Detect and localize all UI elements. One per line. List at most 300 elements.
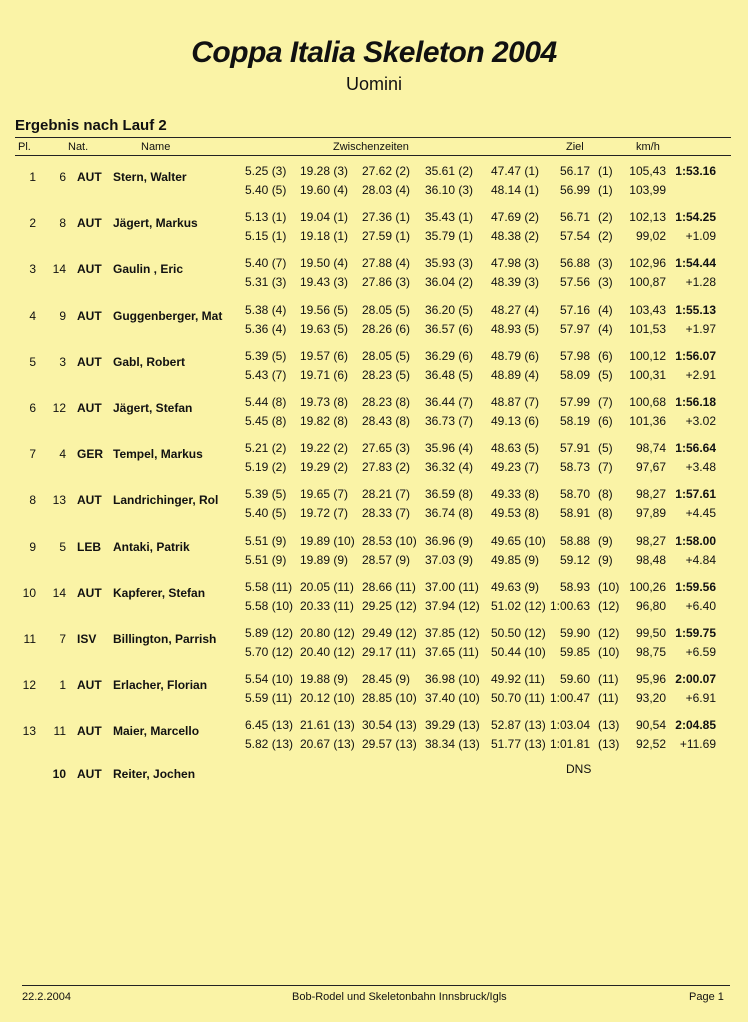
bib-number: 9 — [59, 308, 66, 323]
nation: AUT — [77, 493, 102, 508]
split-time: 5.13 (1) — [245, 210, 287, 225]
total-time: 1:54.44 — [675, 256, 716, 271]
split-time: 19.60 (4) — [300, 183, 349, 197]
split-time: 35.93 (3) — [425, 256, 474, 271]
split-time: 5.39 (5) — [245, 348, 287, 363]
split-time: 37.65 (11) — [425, 645, 479, 659]
finish-rank: (6) — [598, 348, 613, 363]
split-time: 47.69 (2) — [491, 210, 540, 225]
split-time: 20.67 (13) — [300, 737, 355, 752]
finish-rank: (1) — [598, 164, 613, 178]
split-time: 28.26 (6) — [362, 321, 411, 336]
nation: AUT — [77, 170, 102, 184]
finish-time: 1:03.04 — [549, 718, 590, 733]
speed: 100,12 — [629, 348, 666, 363]
total-time: 1:56.07 — [675, 348, 716, 363]
total-time: 1:58.00 — [675, 533, 716, 548]
speed: 103,43 — [629, 302, 666, 317]
place: 12 — [22, 678, 36, 693]
split-time: 20.80 (12) — [300, 626, 355, 640]
split-time: 49.85 (9) — [491, 552, 540, 567]
split-time: 36.32 (4) — [425, 460, 474, 475]
split-time: 5.40 (7) — [245, 256, 287, 271]
bib-number: 3 — [59, 354, 66, 369]
split-time: 19.50 (4) — [300, 256, 349, 271]
total-time: 2:04.85 — [675, 718, 716, 733]
place: 11 — [23, 632, 36, 646]
speed: 98,74 — [635, 441, 666, 456]
finish-rank: (7) — [598, 395, 613, 409]
speed: 103,99 — [629, 183, 666, 197]
speed: 100,68 — [629, 395, 666, 409]
split-time: 5.43 (7) — [245, 367, 287, 382]
split-time: 5.70 (12) — [245, 645, 294, 659]
split-time: 28.43 (8) — [362, 414, 411, 428]
document-title: Coppa Italia Skeleton 2004 — [191, 36, 557, 69]
split-time: 5.51 (9) — [245, 552, 287, 567]
time-behind: +11.69 — [679, 737, 716, 752]
athlete-name: Billington, Parrish — [113, 632, 217, 646]
header-name: Name — [141, 141, 171, 153]
footer-date: 22.2.2004 — [22, 991, 71, 1003]
split-time: 27.88 (4) — [362, 256, 411, 271]
split-time: 47.47 (1) — [491, 164, 540, 178]
split-time: 27.86 (3) — [362, 275, 411, 290]
header-pl: Pl. — [18, 141, 31, 153]
split-time: 28.23 (8) — [362, 395, 411, 409]
finish-rank: (12) — [598, 598, 620, 613]
nation: AUT — [77, 354, 102, 369]
split-time: 50.70 (11) — [491, 691, 545, 706]
split-time: 48.39 (3) — [491, 275, 540, 290]
header-rule-top — [15, 137, 731, 138]
split-time: 30.54 (13) — [362, 718, 417, 733]
split-time: 28.66 (11) — [362, 579, 416, 594]
split-time: 28.21 (7) — [362, 487, 411, 502]
finish-rank: (3) — [598, 275, 613, 290]
split-time: 21.61 (13) — [300, 718, 355, 733]
time-behind: +3.48 — [685, 460, 716, 475]
finish-rank: (10) — [598, 579, 620, 594]
finish-time: 58.09 — [559, 367, 590, 382]
speed: 96,80 — [635, 598, 666, 613]
split-time: 36.96 (9) — [425, 533, 474, 548]
bib-number: 5 — [59, 539, 66, 554]
split-time: 48.79 (6) — [491, 348, 540, 363]
athlete-name: Antaki, Patrik — [113, 539, 190, 554]
split-time: 19.65 (7) — [300, 487, 349, 502]
dns-name: Reiter, Jochen — [113, 767, 196, 781]
place: 7 — [29, 447, 36, 462]
finish-time: 58.19 — [559, 414, 590, 428]
speed: 97,89 — [635, 506, 666, 521]
place: 5 — [29, 354, 36, 369]
split-time: 36.29 (6) — [425, 348, 474, 363]
place: 10 — [22, 585, 36, 600]
split-time: 5.39 (5) — [245, 487, 287, 502]
place: 1 — [29, 170, 36, 184]
split-time: 19.04 (1) — [300, 210, 349, 225]
split-time: 6.45 (13) — [245, 718, 294, 733]
header-nat: Nat. — [68, 141, 89, 153]
athlete-name: Gaulin , Eric — [113, 262, 184, 277]
split-time: 28.23 (5) — [362, 367, 411, 382]
finish-time: 58.73 — [559, 460, 590, 475]
header-splits: Zwischenzeiten — [333, 141, 409, 153]
speed: 101,53 — [629, 321, 666, 336]
finish-rank: (2) — [598, 229, 613, 244]
finish-rank: (13) — [598, 718, 620, 733]
place: 6 — [29, 401, 36, 415]
finish-time: 56.71 — [559, 210, 590, 225]
finish-time: 57.91 — [559, 441, 590, 456]
split-time: 50.50 (12) — [491, 626, 546, 640]
split-time: 36.44 (7) — [425, 395, 474, 409]
split-time: 51.77 (13) — [491, 737, 546, 752]
split-time: 19.29 (2) — [300, 460, 349, 475]
finish-rank: (11) — [598, 691, 619, 706]
nation: AUT — [77, 308, 102, 323]
time-behind: +6.59 — [685, 645, 716, 659]
split-time: 5.58 (10) — [245, 598, 294, 613]
place: 4 — [29, 308, 36, 323]
split-time: 20.05 (11) — [300, 579, 354, 594]
dns-nation: AUT — [77, 767, 102, 781]
time-behind: +6.91 — [685, 691, 716, 706]
finish-time: 1:00.47 — [549, 691, 590, 706]
total-time: 2:00.07 — [675, 672, 716, 687]
split-time: 19.57 (6) — [300, 348, 349, 363]
athlete-name: Jägert, Stefan — [113, 401, 193, 415]
split-time: 49.65 (10) — [491, 533, 546, 548]
split-time: 50.44 (10) — [491, 645, 546, 659]
finish-time: 58.88 — [559, 533, 590, 548]
document-subtitle: Uomini — [345, 74, 402, 94]
split-time: 35.96 (4) — [425, 441, 474, 456]
finish-rank: (5) — [598, 441, 613, 456]
speed: 98,27 — [635, 487, 666, 502]
finish-rank: (12) — [598, 626, 620, 640]
split-time: 51.02 (12) — [491, 598, 546, 613]
time-behind: +6.40 — [685, 598, 716, 613]
split-time: 20.40 (12) — [300, 645, 355, 659]
split-time: 48.38 (2) — [491, 229, 540, 244]
split-time: 5.21 (2) — [245, 441, 287, 456]
split-time: 48.14 (1) — [491, 183, 540, 197]
header-rule-bottom — [15, 155, 731, 156]
split-time: 5.51 (9) — [245, 533, 287, 548]
speed: 100,26 — [629, 579, 666, 594]
split-time: 28.05 (5) — [362, 348, 411, 363]
split-time: 36.57 (6) — [425, 321, 474, 336]
finish-time: 56.99 — [559, 183, 590, 197]
place: 8 — [29, 493, 36, 508]
finish-rank: (10) — [598, 645, 620, 659]
nation: AUT — [77, 724, 102, 739]
split-time: 5.58 (11) — [245, 579, 293, 594]
split-time: 5.19 (2) — [245, 460, 287, 475]
finish-time: 57.99 — [559, 395, 590, 409]
speed: 105,43 — [629, 164, 666, 178]
finish-time: 56.88 — [559, 256, 590, 271]
split-time: 19.72 (7) — [300, 506, 349, 521]
finish-time: 59.12 — [559, 552, 590, 567]
speed: 92,52 — [635, 737, 666, 752]
place: 9 — [29, 539, 36, 554]
speed: 102,13 — [629, 210, 666, 225]
split-time: 36.10 (3) — [425, 183, 474, 197]
nation: AUT — [77, 585, 102, 600]
split-time: 19.43 (3) — [300, 275, 349, 290]
athlete-name: Guggenberger, Mat — [113, 308, 223, 323]
split-time: 19.89 (9) — [300, 552, 349, 567]
place: 13 — [22, 724, 36, 739]
time-behind: +4.45 — [685, 506, 716, 521]
split-time: 27.83 (2) — [362, 460, 411, 475]
split-time: 27.62 (2) — [362, 164, 411, 178]
finish-time: 1:00.63 — [549, 598, 590, 613]
finish-time: 59.60 — [559, 672, 590, 687]
total-time: 1:59.75 — [675, 626, 716, 640]
nation: LEB — [77, 539, 101, 554]
split-time: 5.59 (11) — [245, 691, 293, 706]
athlete-name: Tempel, Markus — [113, 447, 203, 462]
split-time: 5.38 (4) — [245, 302, 287, 317]
time-behind: +3.02 — [685, 414, 716, 428]
finish-time: 57.98 — [559, 348, 590, 363]
finish-time: 59.90 — [559, 626, 590, 640]
split-time: 27.36 (1) — [362, 210, 411, 225]
speed: 90,54 — [635, 718, 666, 733]
split-time: 5.40 (5) — [245, 183, 287, 197]
split-time: 5.31 (3) — [245, 275, 287, 290]
finish-rank: (6) — [598, 414, 613, 428]
split-time: 35.61 (2) — [425, 164, 474, 178]
split-time: 28.45 (9) — [362, 672, 411, 687]
nation: AUT — [77, 216, 102, 231]
split-time: 29.49 (12) — [362, 626, 417, 640]
speed: 99,02 — [635, 229, 666, 244]
split-time: 35.43 (1) — [425, 210, 474, 225]
split-time: 37.00 (11) — [425, 579, 479, 594]
speed: 100,87 — [629, 275, 666, 290]
split-time: 20.33 (11) — [300, 598, 354, 613]
split-time: 38.34 (13) — [425, 737, 480, 752]
place: 2 — [29, 216, 36, 231]
split-time: 19.82 (8) — [300, 414, 349, 428]
split-time: 48.27 (4) — [491, 302, 540, 317]
split-time: 5.45 (8) — [245, 414, 287, 428]
split-time: 27.65 (3) — [362, 441, 411, 456]
split-time: 19.63 (5) — [300, 321, 349, 336]
finish-time: 57.54 — [559, 229, 590, 244]
bib-number: 14 — [52, 585, 66, 600]
split-time: 28.05 (5) — [362, 302, 411, 317]
bib-number: 4 — [59, 447, 66, 462]
speed: 98,75 — [635, 645, 666, 659]
split-time: 49.53 (8) — [491, 506, 540, 521]
finish-rank: (9) — [598, 552, 613, 567]
speed: 99,50 — [635, 626, 666, 640]
dns-status: DNS — [566, 762, 592, 776]
footer-venue: Bob-Rodel und Skeletonbahn Innsbruck/Igls — [292, 991, 507, 1003]
header-finish: Ziel — [566, 141, 584, 153]
finish-time: 57.56 — [559, 275, 590, 290]
total-time: 1:57.61 — [675, 487, 716, 502]
split-time: 19.73 (8) — [300, 395, 349, 409]
finish-rank: (13) — [598, 737, 620, 752]
split-time: 36.73 (7) — [425, 414, 474, 428]
split-time: 52.87 (13) — [491, 718, 546, 733]
bib-number: 14 — [52, 262, 66, 277]
split-time: 47.98 (3) — [491, 256, 540, 271]
nation: ISV — [77, 632, 97, 646]
split-time: 5.54 (10) — [245, 672, 294, 687]
split-time: 49.13 (6) — [491, 414, 540, 428]
split-time: 37.03 (9) — [425, 552, 474, 567]
split-time: 19.56 (5) — [300, 302, 349, 317]
finish-rank: (2) — [598, 210, 613, 225]
finish-time: 57.16 — [559, 302, 590, 317]
nation: AUT — [77, 678, 102, 693]
place: 3 — [29, 262, 36, 277]
split-time: 28.53 (10) — [362, 533, 417, 548]
split-time: 19.88 (9) — [300, 672, 349, 687]
split-time: 19.89 (10) — [300, 533, 355, 548]
split-time: 49.92 (11) — [491, 672, 545, 687]
split-time: 27.59 (1) — [362, 229, 411, 244]
athlete-name: Jägert, Markus — [113, 216, 198, 231]
total-time: 1:59.56 — [675, 579, 716, 594]
split-time: 37.85 (12) — [425, 626, 480, 640]
split-time: 49.63 (9) — [491, 579, 540, 594]
nation: AUT — [77, 262, 102, 277]
split-time: 5.25 (3) — [245, 164, 287, 178]
athlete-name: Erlacher, Florian — [113, 678, 208, 693]
split-time: 29.17 (11) — [362, 645, 416, 659]
time-behind: +4.84 — [685, 552, 716, 567]
finish-time: 58.91 — [559, 506, 590, 521]
athlete-name: Maier, Marcello — [113, 724, 200, 739]
finish-rank: (9) — [598, 533, 613, 548]
split-time: 20.12 (10) — [300, 691, 355, 706]
split-time: 29.25 (12) — [362, 598, 417, 613]
split-time: 48.89 (4) — [491, 367, 540, 382]
finish-rank: (5) — [598, 367, 613, 382]
finish-time: 56.17 — [559, 164, 590, 178]
split-time: 49.33 (8) — [491, 487, 540, 502]
footer-page: Page 1 — [689, 991, 724, 1003]
split-time: 28.57 (9) — [362, 552, 411, 567]
total-time: 1:53.16 — [675, 164, 716, 178]
bib-number: 7 — [59, 632, 66, 646]
split-time: 5.15 (1) — [245, 229, 287, 244]
split-time: 19.71 (6) — [300, 367, 349, 382]
speed: 102,96 — [629, 256, 666, 271]
athlete-name: Gabl, Robert — [113, 354, 186, 369]
athlete-name: Landrichinger, Rol — [113, 493, 219, 508]
split-time: 36.20 (5) — [425, 302, 474, 317]
finish-rank: (4) — [598, 302, 613, 317]
split-time: 5.44 (8) — [245, 395, 287, 409]
split-time: 19.18 (1) — [300, 229, 349, 244]
finish-time: 58.93 — [559, 579, 590, 594]
split-time: 28.33 (7) — [362, 506, 411, 521]
time-behind: +1.28 — [685, 275, 716, 290]
speed: 95,96 — [635, 672, 666, 687]
split-time: 35.79 (1) — [425, 229, 474, 244]
split-time: 28.85 (10) — [362, 691, 417, 706]
finish-time: 57.97 — [559, 321, 590, 336]
bib-number: 12 — [52, 401, 66, 415]
split-time: 37.94 (12) — [425, 598, 480, 613]
finish-rank: (7) — [598, 460, 613, 475]
section-heading: Ergebnis nach Lauf 2 — [15, 117, 167, 134]
bib-number: 6 — [59, 170, 66, 184]
finish-time: 59.85 — [559, 645, 590, 659]
split-time: 36.04 (2) — [425, 275, 474, 290]
speed: 93,20 — [635, 691, 666, 706]
split-time: 29.57 (13) — [362, 737, 417, 752]
bib-number: 11 — [53, 724, 66, 739]
finish-rank: (3) — [598, 256, 613, 271]
athlete-name: Kapferer, Stefan — [113, 585, 206, 600]
dns-bib: 10 — [52, 767, 66, 781]
split-time: 19.22 (2) — [300, 441, 349, 456]
split-time: 49.23 (7) — [491, 460, 540, 475]
time-behind: +2.91 — [685, 367, 716, 382]
total-time: 1:56.64 — [675, 441, 716, 456]
speed: 100,31 — [629, 367, 666, 382]
split-time: 36.74 (8) — [425, 506, 474, 521]
finish-rank: (8) — [598, 487, 613, 502]
speed: 98,48 — [635, 552, 666, 567]
bib-number: 1 — [59, 678, 66, 693]
split-time: 5.36 (4) — [245, 321, 287, 336]
time-behind: +1.97 — [685, 321, 716, 336]
split-time: 36.48 (5) — [425, 367, 474, 382]
finish-time: 58.70 — [559, 487, 590, 502]
finish-time: 1:01.81 — [549, 737, 590, 752]
header-speed: km/h — [636, 141, 660, 153]
split-time: 37.40 (10) — [425, 691, 480, 706]
split-time: 28.03 (4) — [362, 183, 411, 197]
finish-rank: (8) — [598, 506, 613, 521]
finish-rank: (1) — [598, 183, 613, 197]
split-time: 5.89 (12) — [245, 626, 294, 640]
speed: 97,67 — [635, 460, 666, 475]
split-time: 39.29 (13) — [425, 718, 480, 733]
split-time: 19.28 (3) — [300, 164, 349, 178]
split-time: 48.63 (5) — [491, 441, 540, 456]
split-time: 5.82 (13) — [245, 737, 294, 752]
total-time: 1:55.13 — [675, 302, 716, 317]
speed: 101,36 — [629, 414, 666, 428]
total-time: 1:56.18 — [675, 395, 716, 409]
bib-number: 13 — [52, 493, 66, 508]
total-time: 1:54.25 — [675, 210, 716, 225]
bib-number: 8 — [59, 216, 66, 231]
time-behind: +1.09 — [685, 229, 716, 244]
split-time: 48.93 (5) — [491, 321, 540, 336]
speed: 98,27 — [635, 533, 666, 548]
nation: GER — [77, 447, 104, 462]
nation: AUT — [77, 401, 102, 415]
split-time: 36.98 (10) — [425, 672, 480, 687]
footer-rule — [22, 985, 730, 986]
finish-rank: (4) — [598, 321, 613, 336]
split-time: 48.87 (7) — [491, 395, 540, 409]
